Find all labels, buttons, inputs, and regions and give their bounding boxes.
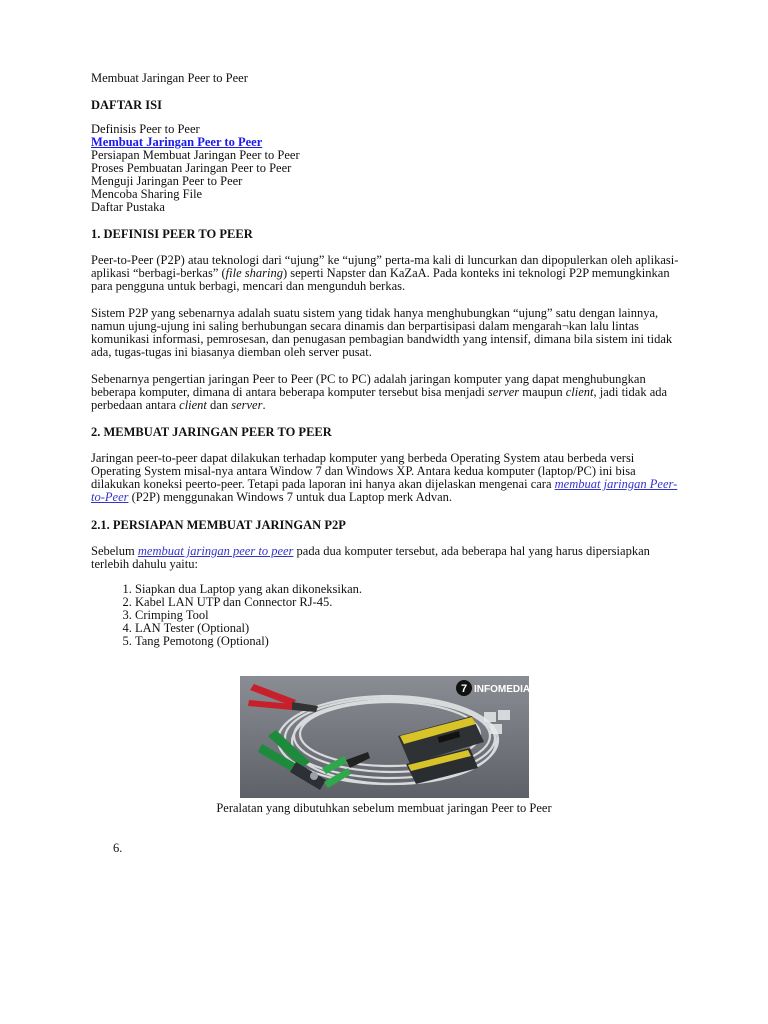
italic-term: client [565,385,594,399]
document-body [91,72,681,661]
section-2-heading: 2. MEMBUAT JARINGAN PEER TO PEER [91,425,332,439]
logo-number: 7 [460,683,468,695]
section-2-1-paragraph-1 [91,545,681,571]
toc-item-menguji[interactable]: Menguji Jaringan Peer to Peer [91,174,243,188]
text-run: Peer-to-Peer (P2P) atau teknologi dari “ujung” ke “ujung” perta-ma kali di luncurkan dan dipopulerkan oleh aplikasi-aplikasi “berbagi-berkas” ( [91,253,679,280]
tools-list [91,583,681,648]
toc-item-definisi[interactable]: Definisis Peer to Peer [91,122,200,136]
text-run: Sebelum [91,544,138,558]
toc-item-proses[interactable]: Proses Pembuatan Jaringan Peer to Peer [91,161,292,175]
toc-item-sharing[interactable]: Mencoba Sharing File [91,187,203,201]
text-run: , jadi tidak ada perbedaan antara [91,385,668,412]
section-1-paragraph-3 [91,373,681,412]
text-run: Sebenarnya pengertian jaringan Peer to Peer (PC to PC) adalah jaringan komputer yang dapat menghubungkan beberapa komputer, dimana di antara beberapa komputer tersebut bisa menjadi [91,372,646,399]
section-1-paragraph-1 [91,254,681,293]
list-item: 2. Kabel LAN UTP dan Connector RJ-45. [135,596,681,609]
text-run: (P2P) menggunakan Windows 7 untuk dua Laptop merk Advan. [128,490,453,504]
tools-photo-illustration [240,676,529,798]
italic-term: file sharing [225,266,283,280]
text-run: . [262,398,266,412]
text-run: Jaringan peer-to-peer dapat dilakukan terhadap komputer yang berbeda Operating System atau berbeda versi Operating System misal-nya antara Window 7 dan Windows XP. Antara kedua komputer (laptop/PC) ini bisa dilakukan koneksi peerto-peer. Tetapi pada laporan ini hanya akan dijelaskan mengenai cara [91,451,636,491]
list-item: 5. Tang Pemotong (Optional) [135,635,681,648]
list-item: 4. LAN Tester (Optional) [135,622,681,635]
section-1-paragraph-2: Sistem P2P yang sebenarnya adalah suatu sistem yang tidak hanya menghubungkan “ujung” satu dengan lainnya, namun ujung-ujung ini saling berhubungan secara dinamis dan berpartisipasi dalam mengarah¬kan lalu lintas komunikasi informasi, pemrosesan, dan penugasan pembagian bandwidth yang intensif, dimana bila sistem ini tidak ada, tugas-tugas ini biasanya diemban oleh server pusat. [91,306,673,359]
document-title: Membuat Jaringan Peer to Peer [91,71,248,85]
list-item: 3. Crimping Tool [135,609,681,622]
section-1-heading: 1. DEFINISI PEER TO PEER [91,227,253,241]
text-run: ) seperti Napster dan KaZaA. Pada konteks ini teknologi P2P memungkinkan para pengguna untuk berbagi, mencari dan mengunduh berkas. [91,266,670,293]
text-run: maupun [519,385,566,399]
toc-item-membuat[interactable]: Membuat Jaringan Peer to Peer [91,135,263,149]
link-membuat-jaringan-peer[interactable]: membuat jaringan peer to peer [137,544,294,558]
italic-term: client [179,398,207,412]
section-2-1-heading: 2.1. PERSIAPAN MEMBUAT JARINGAN P2P [91,518,346,532]
logo-text: INFOMEDIA [474,684,529,695]
list-item: 1. Siapkan dua Laptop yang akan dikoneksikan. [135,583,681,596]
italic-term: server [231,398,263,412]
text-run: dan [206,398,232,412]
table-of-contents [91,123,681,214]
link-membuat-jaringan-p2p[interactable]: membuat jaringan Peer-to-Peer [91,477,678,504]
tools-photo [240,676,529,798]
list-item-6: 6. [113,841,123,855]
section-2-paragraph-1 [91,452,681,504]
toc-item-pustaka[interactable]: Daftar Pustaka [91,200,165,214]
toc-heading: DAFTAR ISI [91,98,162,112]
italic-term: server [487,385,520,399]
text-run: pada dua komputer tersebut, ada beberapa hal yang harus dipersiapkan terlebih dahulu yaitu: [91,544,650,571]
figure-caption: Peralatan yang dibutuhkan sebelum membuat jaringan Peer to Peer [216,801,552,815]
toc-item-persiapan[interactable]: Persiapan Membuat Jaringan Peer to Peer [91,148,300,162]
